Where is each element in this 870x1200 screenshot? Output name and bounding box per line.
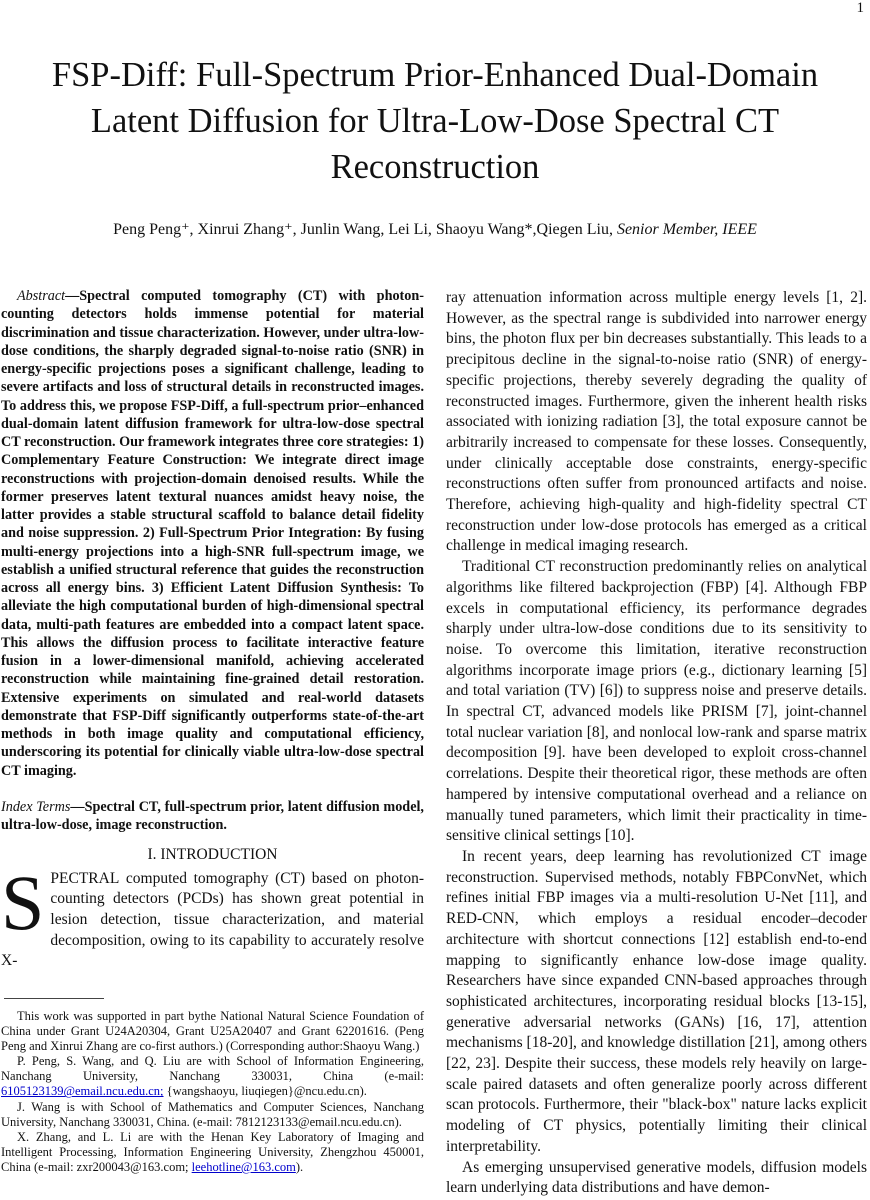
page-number: 1 (856, 0, 864, 16)
footnote-affiliation-1-text: P. Peng, S. Wang, and Q. Liu are with School of Information Engineering, Nanchang University, Nanchang 330031, China (e-mail: (1, 1054, 424, 1084)
right-column (446, 288, 867, 1199)
footnote-divider (4, 998, 104, 999)
left-column (1, 287, 424, 1175)
footnote-funding: This work was supported in part bythe National Natural Science Foundation of China under Grant U24A20304, Grant U25A20407 and Grant 62201616. (Peng Peng and Xinrui Zhang are co-first authors.) (Corresponding author:Shaoyu Wang.) (1, 1009, 424, 1054)
abstract-label: Abstract (17, 288, 66, 304)
intro-paragraph (1, 858, 424, 973)
footnote-affiliation-1-tail: {wangshaoyu, liuqiegen}@ncu.edu.cn). (163, 1084, 367, 1099)
footnote-affiliation-1 (1, 1054, 424, 1099)
intro-smallcaps: PECTRAL (50, 869, 120, 887)
abstract (1, 287, 424, 780)
index-terms-text: —Spectral CT, full-spectrum prior, latent diffusion model, ultra-low-dose, image reconstruction. (1, 798, 424, 833)
intro-text: computed tomography (CT) based on photon-counting detectors (PCDs) has shown great potential in lesion detection, tissue characterization, and material decomposition, owing to its capability to accurately resolve X- (1, 869, 424, 970)
paper-title: FSP-Diff: Full-Spectrum Prior-Enhanced Dual-Domain Latent Diffusion for Ultra-Low-Dose Spectral CT Reconstruction (51, 56, 819, 186)
drop-cap: S (1, 858, 45, 946)
email-link-2[interactable]: leehotline@163.com (191, 1159, 296, 1174)
index-terms-label: Index Terms (1, 798, 71, 815)
body-paragraph-3: In recent years, deep learning has revolutionized CT image reconstruction. Supervised methods, notably FBPConvNet, which refines initial FBP images via a multi-resolution U-Net [11], and RED-CNN, which employs a residual encoder–decoder architecture with shortcut connections [12] establish end-to-end mapping to significantly enhance low-dose image quality. Researchers have since expanded CNN-based approaches through sophisticated architectures, incorporating residual blocks [13-15], generative adversarial networks (GANs) [16, 17], attention mechanisms [18-20], and knowledge distillation [21], among others [22, 23]. Despite their success, these models rely heavily on large-scale paired datasets and often generalize poorly across different scan protocols. Furthermore, their "black-box" nature lacks explicit modeling of CT physics, potentially limiting their clinical interpretability. (446, 847, 867, 1155)
body-paragraph-1: ray attenuation information across multiple energy levels [1, 2]. However, as the spectral range is subdivided into narrower energy bins, the photon flux per bin decreases substantially. This leads to a precipitous decline in the signal-to-noise ratio (SNR) of energy-specific projections, thereby severely degrading the quality of reconstructed images. Furthermore, given the inherent health risks associated with ionizing radiation [3], the total exposure cannot be arbitrarily increased to compensate for these losses. Consequently, under clinically acceptable dose constraints, energy-specific reconstructions often suffer from pronounced artifacts and noise. Therefore, achieving high-quality and high-fidelity spectral CT reconstruction under low-dose protocols has emerged as a critical challenge in medical imaging research. (446, 289, 867, 555)
author-line (0, 219, 870, 241)
body-paragraph-2: Traditional CT reconstruction predominantly relies on analytical algorithms like filtered backprojection (FBP) [4]. Although FBP excels in computational efficiency, its performance degrades sharply under ultra-low-dose conditions due to its sensitivity to noise. To overcome this limitation, iterative reconstruction algorithms incorporate image priors (e.g., dictionary learning [5] and total variation (TV) [6]) to suppress noise and preserve details. In spectral CT, advanced models like PRISM [7], joint-channel total nuclear variation [8], and nonlocal low-rank and sparse matrix decomposition [9]. have been developed to exploit cross-channel correlations. Despite their theoretical rigor, these methods are often hampered by intensive computational overhead and a reliance on manually tuned parameters, which limit their practicality in time-sensitive clinical settings [10]. (446, 558, 867, 845)
body-paragraph-4: As emerging unsupervised generative models, diffusion models learn underlying data distributions and have demon- (446, 1158, 867, 1197)
footnotes (1, 1009, 424, 1175)
abstract-text: —Spectral computed tomography (CT) with photon-counting detectors holds immense potential for material discrimination and tissue characterization. However, under ultra-low-dose conditions, the sharply degraded signal-to-noise ratio (SNR) in energy-specific projections poses a significant challenge, leading to severe artifacts and loss of structural details in reconstructed images. To address this, we propose FSP-Diff, a full-spectrum prior–enhanced dual-domain latent diffusion framework for ultra-low-dose spectral CT reconstruction. Our framework integrates three core strategies: 1) Complementary Feature Construction: We integrate direct image reconstructions with projection-domain denoised results. While the former preserves latent textural nuances amidst heavy noise, the latter provides a stable structural scaffold to balance detail fidelity and noise suppression. 2) Full-Spectrum Prior Integration: By fusing multi-energy projections into a high-SNR full-spectrum image, we establish a unified structural reference that guides the reconstruction across all energy bins. 3) Efficient Latent Diffusion Synthesis: To alleviate the high computational burden of high-dimensional spectral data, multi-path features are embedded into a compact latent space. This allows the diffusion process to facilitate interactive feature fusion in a lower-dimensional manifold, achieving accelerated reconstruction while maintaining fine-grained detail restoration. Extensive experiments on simulated and real-world datasets demonstrate that FSP-Diff significantly outperforms state-of-the-art methods in both image quality and computational efficiency, underscoring its potential for clinically viable ultra-low-dose spectral CT imaging. (1, 288, 425, 779)
footnote-affiliation-2: J. Wang is with School of Mathematics and Computer Sciences, Nanchang University, Nanchang 330031, China. (e-mail: 7812123133@email.ncu.edu.cn). (1, 1099, 424, 1129)
section-heading-introduction: I. INTRODUCTION (147, 846, 278, 864)
footnote-affiliation-3 (1, 1130, 424, 1175)
email-link-1[interactable]: 6105123139@email.ncu.edu.cn; (1, 1084, 164, 1099)
author-affiliation: Senior Member, IEEE (616, 221, 757, 238)
footnote-affiliation-3-tail: ). (295, 1159, 304, 1174)
author-names: Peng Peng⁺, Xinrui Zhang⁺, Junlin Wang, Lei Li, Shaoyu Wang*,Qiegen Liu, (113, 221, 617, 238)
index-terms (1, 798, 424, 835)
footnote-affiliation-3-text: X. Zhang, and L. Li are with the Henan Key Laboratory of Imaging and Intelligent Processing, Information Engineering University, Zhengzhou 450001, China (e-mail: zxr200043@163.com; (1, 1129, 424, 1174)
